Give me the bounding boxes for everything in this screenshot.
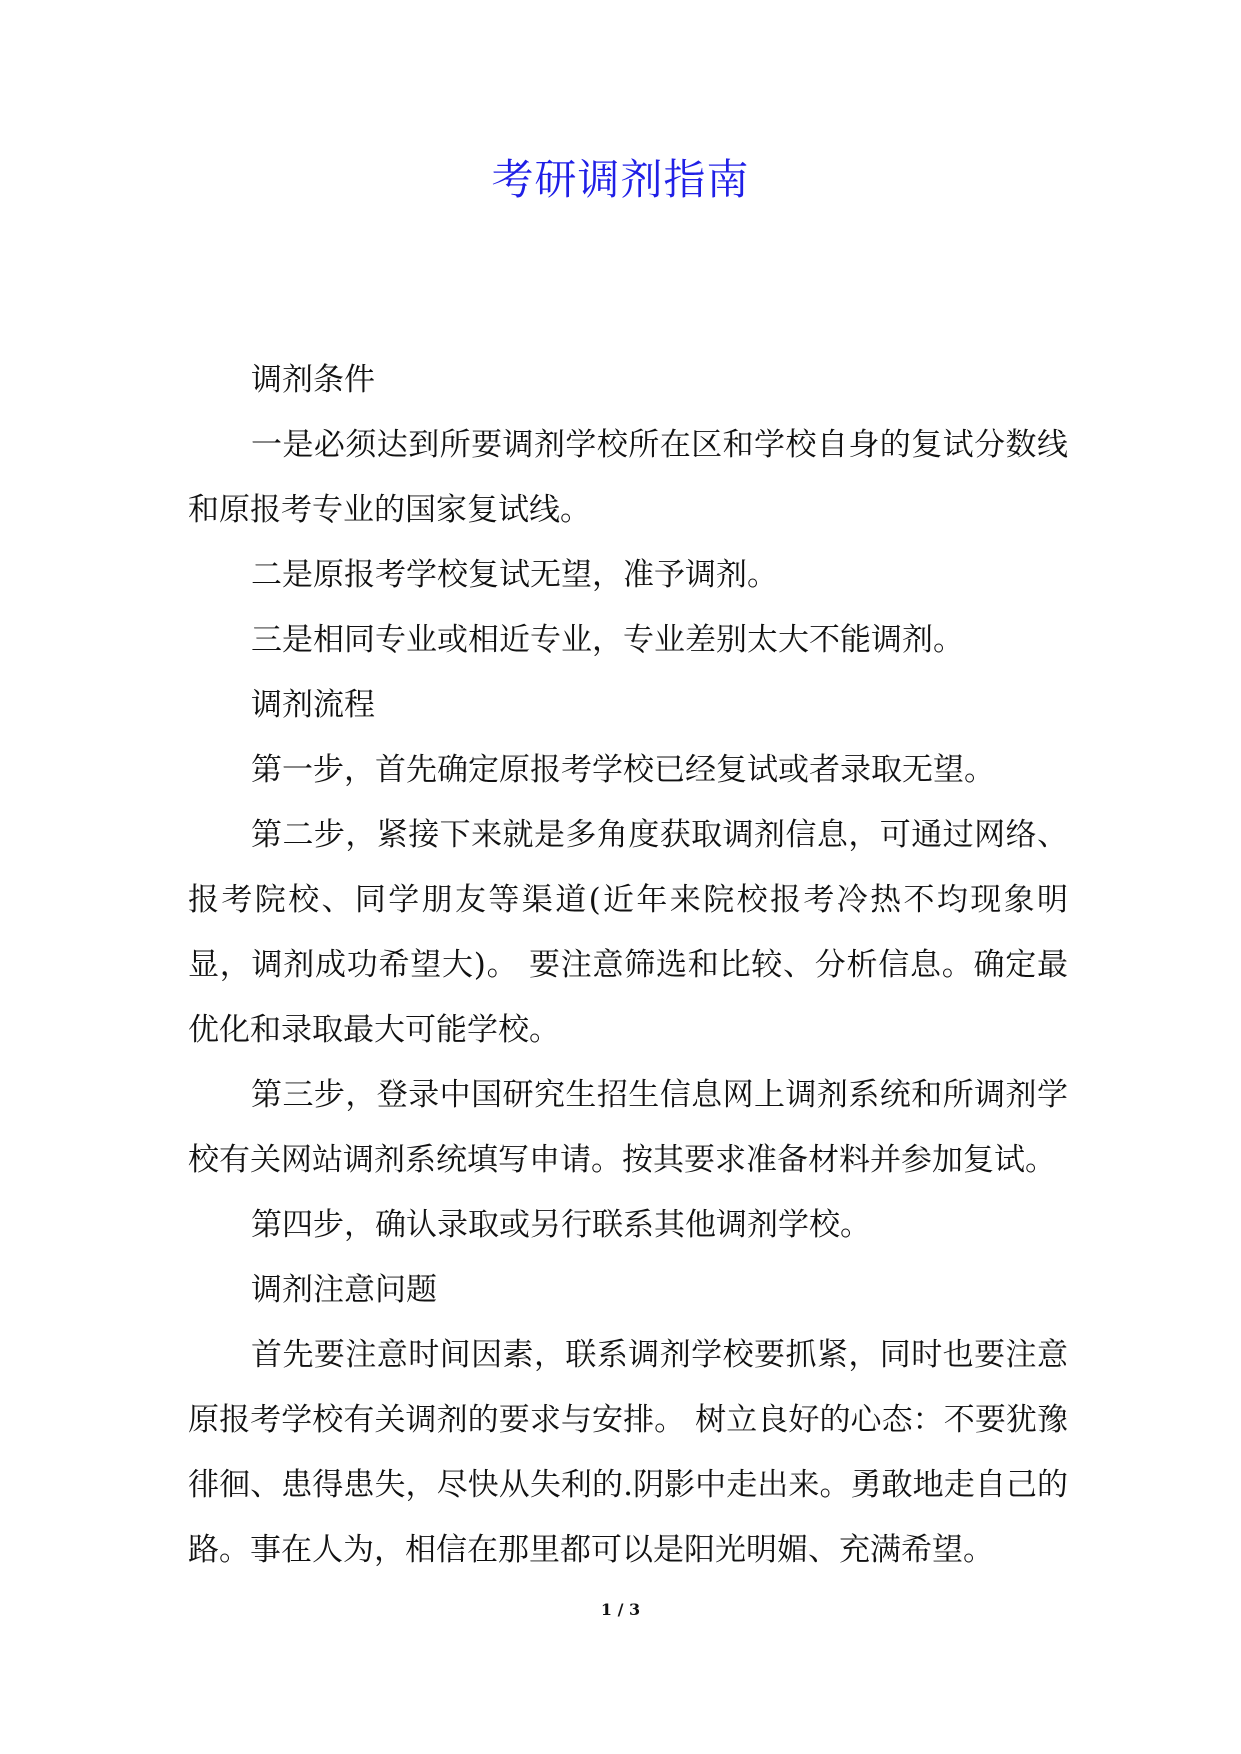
paragraph-condition-1: 一是必须达到所要调剂学校所在区和学校自身的复试分数线和原报考专业的国家复试线。 [188, 427, 1068, 528]
paragraph-step-2: 第二步，紧接下来就是多角度获取调剂信息，可通过网络、报考院校、同学朋友等渠道(近年来院校报考冷热不均现象明显，调剂成功希望大)。 要注意筛选和比较、分析信息。确定最优化和录取最大可能学校。 [188, 817, 1068, 1048]
page-number: 1 / 3 [600, 1600, 641, 1619]
section-heading-process: 调剂流程 [251, 687, 375, 723]
document-body [188, 348, 1068, 1583]
paragraph-step-3: 第三步，登录中国研究生招生信息网上调剂系统和所调剂学校有关网站调剂系统填写申请。按其要求准备材料并参加复试。 [188, 1077, 1068, 1178]
section-heading-conditions: 调剂条件 [251, 362, 375, 398]
document-title: 考研调剂指南 [491, 155, 750, 204]
paragraph-condition-3: 三是相同专业或相近专业，专业差别太大不能调剂。 [251, 622, 964, 658]
section-heading-notes: 调剂注意问题 [251, 1272, 437, 1308]
paragraph-notes: 首先要注意时间因素，联系调剂学校要抓紧，同时也要注意原报考学校有关调剂的要求与安排。 树立良好的心态：不要犹豫徘徊、患得患失，尽快从失利的.阴影中走出来。勇敢地走自己的路。事在人为，相信在那里都可以是阳光明媚、充满希望。 [188, 1337, 1068, 1568]
paragraph-step-1: 第一步，首先确定原报考学校已经复试或者录取无望。 [251, 752, 995, 788]
paragraph-condition-2: 二是原报考学校复试无望，准予调剂。 [251, 557, 778, 593]
paragraph-step-4: 第四步，确认录取或另行联系其他调剂学校。 [251, 1207, 871, 1243]
